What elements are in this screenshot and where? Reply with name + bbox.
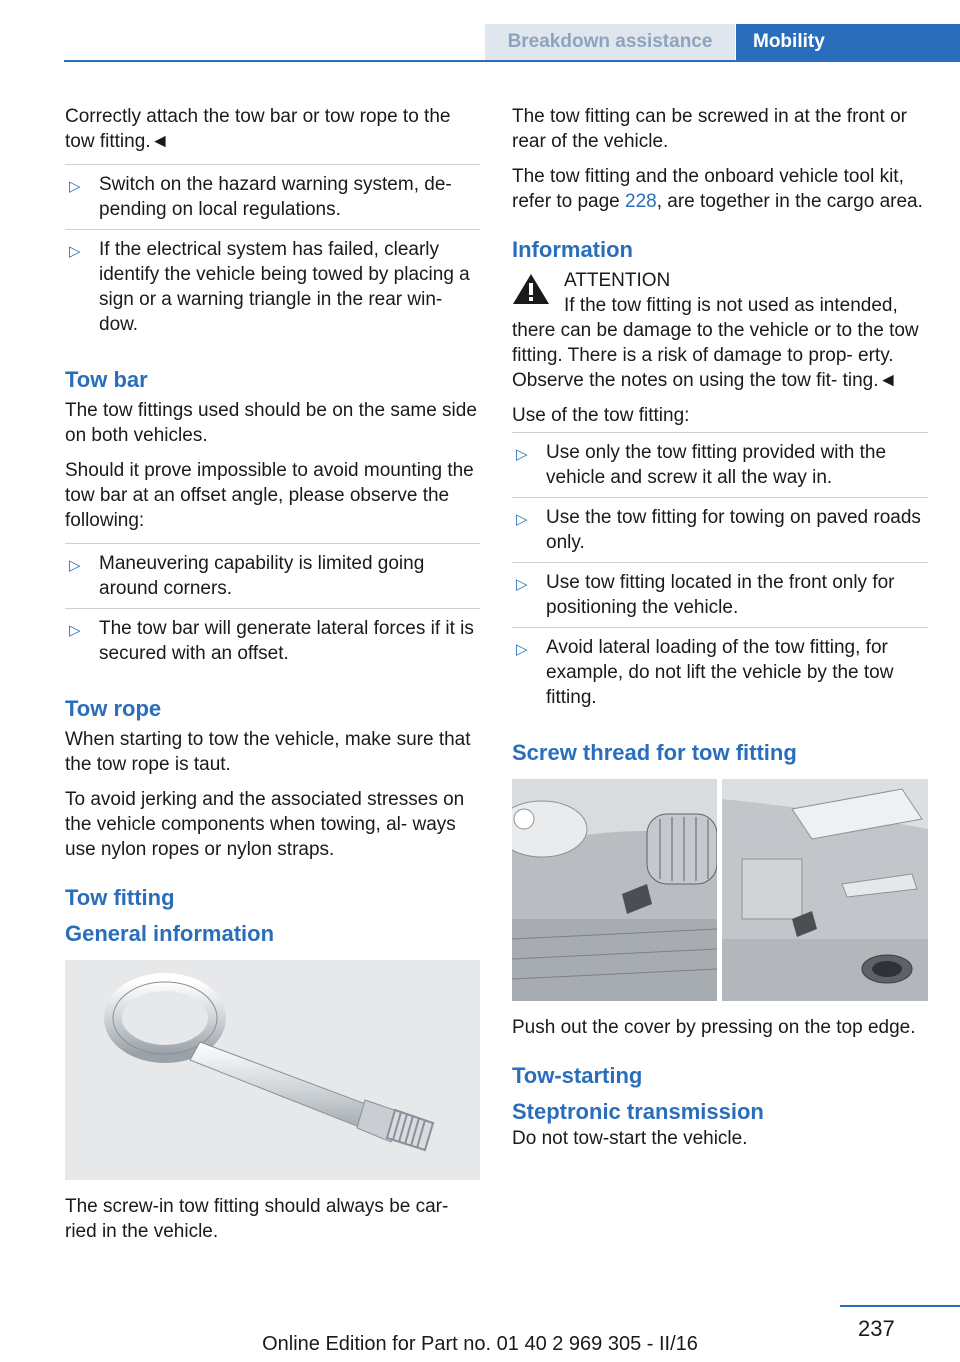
tow-fitting-caption: The screw-in tow fitting should always be car‐ ried in the vehicle. [65, 1196, 449, 1242]
triangle-bullet-icon: ▷ [69, 178, 81, 195]
use-intro-text: Use of the tow fitting: [512, 405, 690, 426]
page-number: 237 [858, 1316, 895, 1341]
list-item: ▷ Use the tow fitting for towing on paved roads only. [512, 497, 928, 562]
steptronic-heading: Steptronic transmission [512, 1099, 764, 1124]
use-list [512, 432, 928, 717]
header-rule [64, 60, 960, 62]
tow-starting-heading: Tow-starting [512, 1063, 643, 1088]
list-item: ▷ Use tow fitting located in the front only for positioning the vehicle. [512, 562, 928, 627]
footer-rule [840, 1305, 960, 1307]
fitting-location-text: The tow fitting can be screwed in at the front or rear of the vehicle. [512, 106, 907, 152]
triangle-bullet-icon: ▷ [516, 576, 528, 593]
list-item: ▷ Use only the tow fitting provided with the vehicle and screw it all the way in. [512, 432, 928, 497]
list-item: ▷ The tow bar will generate lateral forces if it is secured with an offset. [65, 608, 480, 673]
header-section-title: Breakdown assistance [485, 24, 735, 60]
intro-text: Correctly attach the tow bar or tow rope to the tow fitting.◄ [65, 106, 451, 152]
triangle-bullet-icon: ▷ [516, 641, 528, 658]
list-item: ▷ Avoid lateral loading of the tow fitting, for example, do not lift the vehicle by the tow fitting. [512, 627, 928, 717]
edition-footer: Online Edition for Part no. 01 40 2 969 305 - II/16 [262, 1333, 698, 1355]
tow-rope-text-1: When starting to tow the vehicle, make sure that the tow rope is taut. [65, 729, 471, 775]
right-column [512, 104, 928, 1161]
attention-title: ATTENTION [564, 270, 671, 291]
triangle-bullet-icon: ▷ [69, 622, 81, 639]
tow-rope-text-2: To avoid jerking and the associated stresses on the vehicle components when towing, al‐ ways use nylon ropes or nylon straps. [65, 789, 465, 860]
attention-notice [512, 268, 928, 393]
screw-thread-heading: Screw thread for tow fitting [512, 740, 797, 765]
hazard-list [65, 164, 480, 344]
list-item: ▷ If the electrical system has failed, clearly identify the vehicle being towed by placing a sign or a warning triangle in the rear win‐ dow. [65, 229, 480, 344]
tow-bar-list [65, 543, 480, 673]
tool-kit-text: The tow fitting and the onboard vehicle tool kit, refer to page 228, are together in the cargo area. [512, 166, 923, 212]
triangle-bullet-icon: ▷ [516, 446, 528, 463]
list-item: ▷ Switch on the hazard warning system, de‐ pending on local regulations. [65, 164, 480, 229]
attention-text: If the tow fitting is not used as intended, there can be damage to the vehicle or to the tow fitting. There is a risk of damage to prop‐ erty. Observe the notes on using the tow fit‐ ting.◄ [512, 295, 919, 391]
warning-triangle-icon [512, 272, 550, 306]
tow-bar-heading: Tow bar [65, 367, 148, 392]
left-column [65, 104, 480, 1254]
tow-rope-heading: Tow rope [65, 696, 162, 721]
list-item: ▷ Maneuvering capability is limited going around corners. [65, 543, 480, 608]
triangle-bullet-icon: ▷ [69, 243, 81, 260]
information-heading: Information [512, 237, 633, 262]
vehicle-front-rear-photo [512, 779, 928, 1001]
cover-instruction-text: Push out the cover by pressing on the top edge. [512, 1017, 916, 1038]
general-information-heading: General information [65, 921, 275, 946]
tow-fitting-illustration [65, 960, 480, 1180]
triangle-bullet-icon: ▷ [69, 557, 81, 574]
header-chapter-tab: Mobility [736, 24, 960, 60]
triangle-bullet-icon: ▷ [516, 511, 528, 528]
steptronic-text: Do not tow-start the vehicle. [512, 1128, 748, 1149]
page-reference-link[interactable]: 228 [625, 191, 657, 212]
tow-bar-text-1: The tow fittings used should be on the same side on both vehicles. [65, 400, 477, 446]
tow-fitting-heading: Tow fitting [65, 885, 175, 910]
tow-bar-text-2: Should it prove impossible to avoid mounting the tow bar at an offset angle, please observe the following: [65, 460, 474, 531]
